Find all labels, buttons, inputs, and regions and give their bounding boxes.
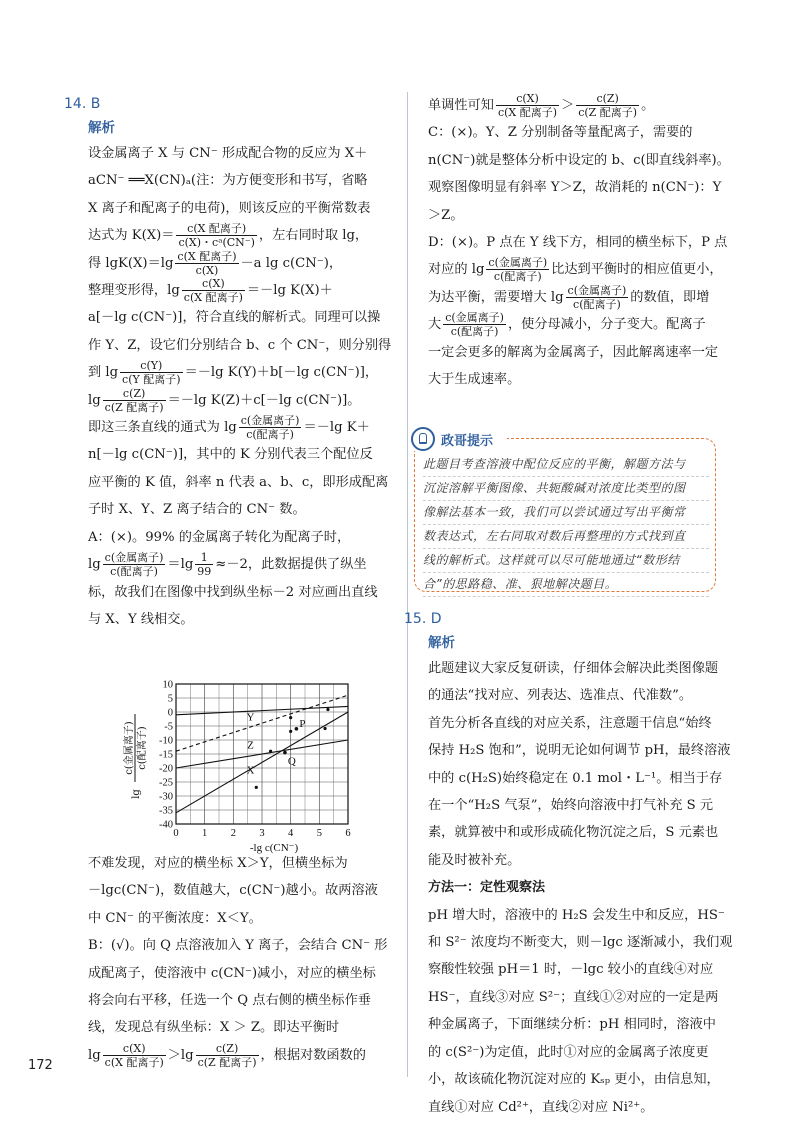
y-tick-label: -35 bbox=[159, 805, 173, 817]
question-14-paragraph-5 bbox=[88, 850, 392, 1069]
text-line: pH 增大时，溶液中的 H₂S 会发生中和反应，HS⁻ bbox=[428, 907, 725, 923]
text-line: 不难发现，对应的横坐标 X＞Y，但横坐标为 bbox=[88, 856, 348, 871]
text-line: D：(×)。P 点在 Y 线下方，相同的横坐标下，P 点 bbox=[428, 235, 728, 251]
tip-header bbox=[411, 427, 507, 451]
text-line: 标，故我们在图像中找到纵坐标－2 对应画出直线 bbox=[88, 584, 378, 600]
question-14-paragraph-1 bbox=[88, 140, 392, 633]
left-column bbox=[64, 92, 392, 633]
formula-line: lg $\frac{c(Z)}{\text{c(Z 配离子)}}$ ＝－lg K(Z)＋c[－lg c(CN⁻)]。 bbox=[88, 386, 361, 414]
y-tick-label: -40 bbox=[159, 819, 173, 831]
fraction: $\frac{1}{99}$ bbox=[197, 551, 212, 579]
text-line: 应平衡的 K 值，斜率 n 代表 a、b、c，即形成配离 bbox=[88, 474, 389, 490]
line-label-y: Y bbox=[246, 711, 255, 724]
text-line: 的通法“找对应、列表达、选准点、代准数”。 bbox=[428, 688, 693, 704]
tip-title: 政哥提示 bbox=[441, 433, 494, 449]
formula-line: 大 $\frac{\text{c(金属离子)}}{\text{c(配离子)}}$ ，使分母减小，分子变大。配离子 bbox=[428, 311, 706, 339]
point-q bbox=[283, 751, 287, 755]
y-label-numerator: c(金属离子) bbox=[124, 721, 135, 775]
y-tick-label: 5 bbox=[167, 693, 173, 705]
right-column bbox=[428, 92, 730, 393]
text-line: 中 CN⁻ 的平衡浓度：X＜Y。 bbox=[88, 910, 262, 926]
text-line: 小，故该硫化物沉淀对应的 Kₛₚ 更小，由信息知， bbox=[428, 1072, 720, 1088]
text-line: 在一个“H₂S 气泵”，始终向溶液中打气补充 S 元 bbox=[428, 798, 714, 814]
question-15-analysis-heading: 解析 bbox=[428, 635, 455, 651]
column-divider bbox=[407, 92, 408, 1077]
y-tick-label: -30 bbox=[159, 791, 173, 803]
intersection-dot bbox=[326, 708, 329, 711]
left-column-lower bbox=[88, 850, 392, 1069]
text-line: B：(√)。向 Q 点溶液加入 Y 离子，会结合 CN⁻ 形 bbox=[88, 938, 388, 954]
fraction: $\frac{\text{c(金属离子)}}{\text{c(配离子)}}$ bbox=[104, 551, 164, 579]
text-line: 成配离子，使溶液中 c(CN⁻)减小，对应的横坐标 bbox=[88, 965, 376, 981]
question-15-paragraph-1 bbox=[428, 655, 730, 874]
tip-line: 合”的思路稳、准、狠地解决题目。 bbox=[423, 573, 709, 597]
y-tick-label: -25 bbox=[159, 777, 173, 789]
fraction: $\frac{\text{c(金属离子)}}{\text{c(配离子)}}$ bbox=[488, 256, 548, 284]
text-line: a[－lg c(CN⁻)]，符合直线的解析式。同理可以操 bbox=[88, 310, 381, 326]
y-label-prefix: lg bbox=[131, 789, 142, 799]
y-tick-label: -5 bbox=[164, 721, 173, 733]
x-tick-label: 2 bbox=[230, 828, 236, 839]
line-label-x: X bbox=[246, 764, 255, 777]
formula-line: 得 lgK(X)＝lg $\frac{\text{c(X 配离子)}}{c(X)}$ －a lg c(CN⁻)， bbox=[88, 249, 343, 277]
text-line: 保持 H₂S 饱和”，说明无论如何调节 pH，最终溶液 bbox=[428, 743, 731, 759]
tip-line: 沉淀溶解平衡图像、共轭酸碱对浓度比类型的图 bbox=[423, 477, 709, 501]
text-line: 的 c(S²⁻)为定值，此时①对应的金属离子浓度更 bbox=[428, 1044, 709, 1060]
y-tick-label: -10 bbox=[159, 735, 173, 747]
lightbulb-icon bbox=[411, 427, 435, 451]
x-tick-label: 3 bbox=[259, 828, 265, 839]
question-15 bbox=[404, 607, 733, 1121]
formula-line: 即这三条直线的通式为 lg $\frac{\text{c(金属离子)}}{\text{c(配离子)}}$ ＝－lg K＋ bbox=[88, 414, 370, 442]
y-axis-label bbox=[122, 714, 148, 799]
y-tick-label: 0 bbox=[167, 707, 173, 719]
question-14-number: 14. B bbox=[64, 96, 101, 112]
question-14-continued bbox=[428, 92, 730, 393]
tip-line: 数表达式，左右同取对数后再整理的方式找到直 bbox=[423, 525, 709, 549]
fraction: $\frac{c(Y)}{\text{c(Y 配离子)}}$ bbox=[122, 359, 181, 387]
text-line: ＞Z。 bbox=[428, 207, 464, 223]
text-line: 子时 X、Y、Z 离子结合的 CN⁻ 数。 bbox=[88, 502, 306, 518]
line-chart bbox=[118, 676, 358, 854]
fraction: $\frac{\text{c(金属离子)}}{\text{c(配离子)}}$ bbox=[567, 283, 627, 311]
intersection-dot bbox=[269, 750, 272, 753]
formula-line: 整理变形得，lg $\frac{c(X)}{\text{c(X 配离子)}}$ ＝－lg K(X)＋ bbox=[88, 277, 333, 305]
question-15-number: 15. D bbox=[404, 611, 442, 627]
text-line: 中的 c(H₂S)始终稳定在 0.1 mol・L⁻¹。相当于存 bbox=[428, 770, 723, 786]
fraction: $\frac{\text{c(金属离子)}}{\text{c(配离子)}}$ bbox=[240, 414, 300, 442]
text-line: －lgc(CN⁻)，数值越大，c(CN⁻)越小。故两溶液 bbox=[88, 883, 378, 899]
tip-line: 此题目考查溶液中配位反应的平衡，解题方法与 bbox=[423, 453, 709, 477]
fraction: $\frac{c(Z)}{\text{c(Z 配离子)}}$ bbox=[104, 386, 164, 414]
x-tick-label: 1 bbox=[202, 828, 208, 839]
line-label-z: Z bbox=[247, 739, 254, 752]
x-tick-label: 5 bbox=[316, 828, 322, 839]
formula-line: 达式为 K(X)＝ $\frac{\text{c(X 配离子)}}{\text{c(X)・cᵃ(CN⁻)}}$ ，左右同时取 lg， bbox=[88, 222, 369, 250]
fraction: $\frac{c(Z)}{\text{c(Z 配离子)}}$ bbox=[197, 1041, 257, 1069]
intersection-dot bbox=[289, 716, 292, 719]
text-line: 种金属离子，下面继续分析：pH 相同时，溶液中 bbox=[428, 1017, 716, 1033]
text-line: 将会向右平移，任选一个 Q 点右侧的横坐标作垂 bbox=[88, 993, 371, 1009]
chart-area bbox=[118, 676, 358, 854]
formula-line: 到 lg $\frac{c(Y)}{\text{c(Y 配离子)}}$ ＝－lg K(Y)＋b[－lg c(CN⁻)]， bbox=[88, 359, 379, 387]
text-line: 大于生成速率。 bbox=[428, 372, 521, 388]
y-tick-label: 10 bbox=[162, 679, 173, 691]
text-line: 作 Y、Z，设它们分别结合 b、c 个 CN⁻，则分别得 bbox=[88, 337, 392, 353]
tip-line: 像解法基本一致，我们可以尝试通过写出平衡常 bbox=[423, 501, 709, 525]
formula-line: lg $\frac{\text{c(金属离子)}}{\text{c(配离子)}}$ ＝lg $\frac{1}{99}$ ≈－2，此数据提供了纵坐 bbox=[88, 551, 367, 579]
text-line: 首先分析各直线的对应关系，注意题干信息“始终 bbox=[428, 715, 712, 731]
text-line: C：(×)。Y、Z 分别制备等量配离子，需要的 bbox=[428, 125, 693, 141]
tip-content bbox=[423, 453, 709, 597]
formula-line: 对应的 lg $\frac{\text{c(金属离子)}}{\text{c(配离子)}}$ 比达到平衡时的相应值更小， bbox=[428, 256, 723, 284]
method-heading: 方法一：定性观察法 bbox=[428, 880, 546, 896]
text-line: 观察图像明显有斜率 Y＞Z，故消耗的 n(CN⁻)：Y bbox=[428, 180, 722, 196]
fraction: $\frac{c(X)}{\text{c(X 配离子)}}$ bbox=[183, 277, 243, 305]
fraction: $\frac{c(X)}{\text{c(X 配离子)}}$ bbox=[104, 1041, 164, 1069]
text-line: 线，发现总有纵坐标：X ＞ Z。即达平衡时 bbox=[88, 1020, 340, 1036]
text-line: 一定会更多的解离为金属离子，因此解离速率一定 bbox=[428, 344, 719, 360]
text-line: HS⁻，直线③对应 S²⁻；直线①②对应的一定是两 bbox=[428, 989, 719, 1005]
text-line: A：(×)。99% 的金属离子转化为配离子时， bbox=[88, 529, 351, 545]
formula-line: 为达平衡，需要增大 lg $\frac{\text{c(金属离子)}}{\text{c(配离子)}}$ 的数值，即增 bbox=[428, 283, 710, 311]
fraction: $\frac{c(Z)}{\text{c(Z 配离子)}}$ bbox=[578, 92, 638, 119]
fraction: $\frac{\text{c(X 配离子)}}{c(X)}$ bbox=[177, 249, 237, 277]
y-tick-label: -20 bbox=[159, 763, 173, 775]
formula-line: 单调性可知 $\frac{c(X)}{\text{c(X 配离子)}}$ ＞ $\frac{c(Z)}{\text{c(Z 配离子)}}$ 。 bbox=[428, 92, 655, 119]
text-line: 此题建议大家反复研读，仔细体会解决此类图像题 bbox=[428, 661, 719, 676]
text-line: aCN⁻ ══X(CN)ₐ(注：为方便变形和书写，省略 bbox=[88, 173, 368, 189]
text-line: n(CN⁻)就是整体分析中设定的 b、c(即直线斜率)。 bbox=[428, 152, 730, 168]
text-line: 和 S²⁻ 浓度均不断变大，则－lgc 逐渐减小，我们观 bbox=[428, 935, 733, 951]
intersection-dot bbox=[289, 730, 292, 733]
point-p bbox=[295, 727, 299, 731]
question-14-analysis-heading: 解析 bbox=[88, 120, 115, 136]
tip-box bbox=[414, 433, 716, 592]
text-line: n[－lg c(CN⁻)]，其中的 K 分别代表三个配位反 bbox=[88, 447, 373, 463]
x-tick-label: 0 bbox=[173, 828, 179, 839]
intersection-dot bbox=[255, 786, 258, 789]
y-tick-label: -15 bbox=[159, 749, 173, 761]
point-label-p: P bbox=[299, 717, 306, 730]
text-line: 直线①对应 Cd²⁺，直线②对应 Ni²⁺。 bbox=[428, 1099, 654, 1115]
fraction: $\frac{c(X)}{\text{c(X 配离子)}}$ bbox=[497, 92, 558, 119]
question-15-paragraph-2 bbox=[428, 902, 733, 1121]
text-line: 设金属离子 X 与 CN⁻ 形成配合物的反应为 X＋ bbox=[88, 146, 368, 161]
page-number: 172 bbox=[28, 1058, 53, 1073]
y-label-denominator: c(配离子) bbox=[137, 726, 148, 770]
text-line: 素，就算被中和或形成硫化物沉淀之后，S 元素也 bbox=[428, 825, 719, 841]
formula-line: lg $\frac{c(X)}{\text{c(X 配离子)}}$ ＞lg $\frac{c(Z)}{\text{c(Z 配离子)}}$ ，根据对数函数的 bbox=[88, 1041, 366, 1069]
x-axis-label: -lg c(CN⁻) bbox=[249, 842, 299, 854]
text-line: 与 X、Y 线相交。 bbox=[88, 611, 194, 627]
text-line: 察酸性较强 pH＝1 时，－lgc 较小的直线④对应 bbox=[428, 962, 714, 978]
x-tick-label: 6 bbox=[345, 828, 351, 839]
point-label-q: Q bbox=[287, 755, 296, 768]
x-tick-label: 4 bbox=[288, 828, 294, 839]
text-line: 能及时被补充。 bbox=[428, 852, 521, 868]
tip-line: 线的解析式。这样就可以尽可能地通过“数形结 bbox=[423, 549, 709, 573]
fraction: $\frac{\text{c(金属离子)}}{\text{c(配离子)}}$ bbox=[445, 311, 504, 339]
fraction: $\frac{\text{c(X 配离子)}}{\text{c(X)・cᵃ(CN⁻)}}$ bbox=[178, 222, 255, 250]
intersection-dot bbox=[323, 727, 326, 730]
text-line: X 离子和配离子的电荷)，则该反应的平衡常数表 bbox=[88, 200, 371, 216]
